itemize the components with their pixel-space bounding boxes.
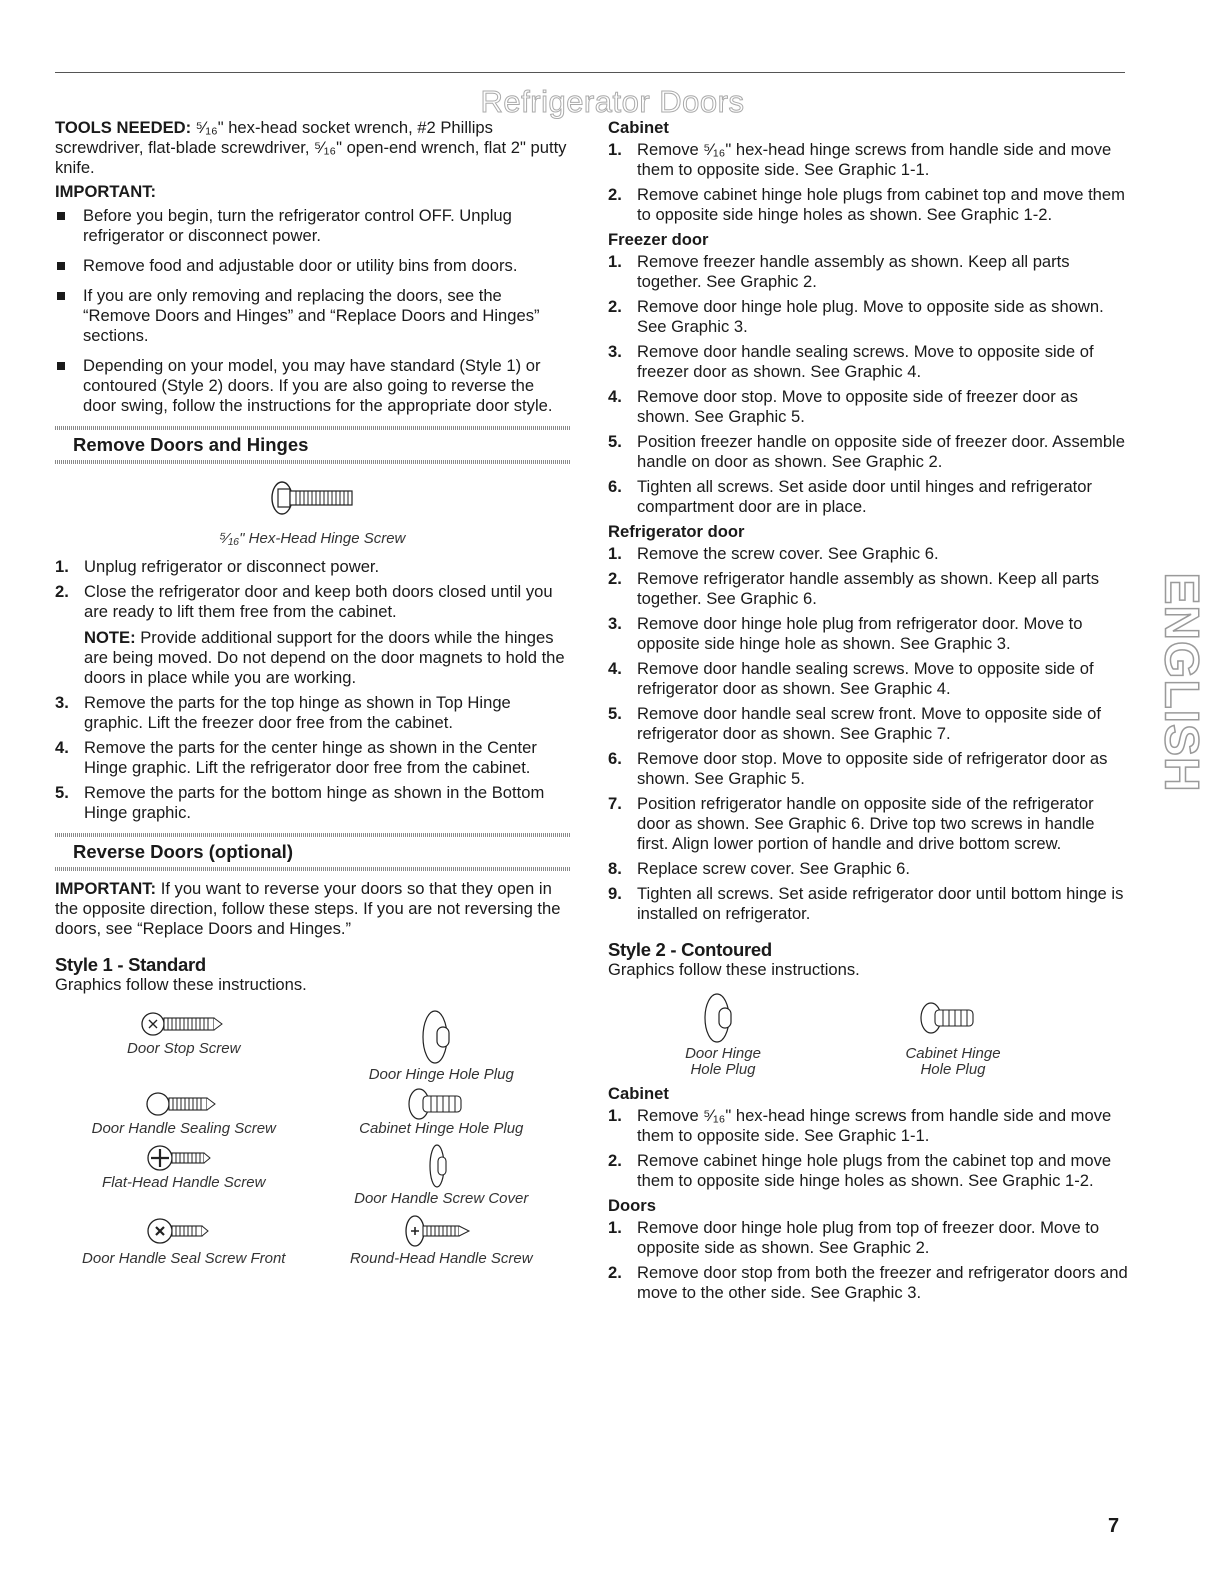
reverse-important-label: IMPORTANT: <box>55 879 157 898</box>
door-hinge-hole-plug-icon <box>693 990 753 1046</box>
step-number: 1. <box>55 557 69 576</box>
part-caption: Door Handle Sealing Screw <box>91 1120 276 1137</box>
style1-subtext: Graphics follow these instructions. <box>55 975 307 994</box>
step-number: 2. <box>608 185 622 204</box>
step-number: 4. <box>55 738 69 757</box>
step-number: 8. <box>608 859 622 878</box>
list-item <box>608 1151 1128 1191</box>
style2-subtext: Graphics follow these instructions. <box>608 960 860 979</box>
round-head-handle-screw-icon <box>401 1211 481 1251</box>
tools-text: ⁵⁄₁₆" hex-head socket wrench, #2 Phillips screwdriver, flat-blade screwdriver, ⁵⁄₁₆" open-end wrench, flat 2" putty knife. <box>55 118 567 177</box>
list-item <box>55 738 570 778</box>
reverse-important <box>55 879 570 939</box>
part-caption: Cabinet Hinge <box>905 1045 1001 1062</box>
step-number: 1. <box>608 1106 622 1125</box>
step-text: Remove the screw cover. See Graphic 6. <box>637 544 939 563</box>
note-label: NOTE: <box>84 628 136 647</box>
part-door-hinge-hole-plug-2 <box>608 990 838 1078</box>
list-item <box>608 749 1128 789</box>
step-number: 1. <box>608 1218 622 1237</box>
door-handle-seal-screw-front-icon <box>144 1211 224 1251</box>
style2-cabinet-steps <box>608 1106 1128 1191</box>
page-number: 7 <box>1108 1515 1120 1537</box>
list-item <box>55 557 570 577</box>
step-number: 3. <box>55 693 69 712</box>
step-text: Tighten all screws. Set aside door until hinges and refrigerator compartment door are in place. <box>637 477 1093 516</box>
list-item: If you are only removing and replacing the doors, see the “Remove Doors and Hinges” and “Replace Doors and Hinges” sections. <box>55 286 570 346</box>
step-number: 5. <box>608 432 622 451</box>
important-bullets <box>55 206 570 416</box>
step-text: Remove door hinge hole plug. Move to opposite side as shown. See Graphic 3. <box>637 297 1104 336</box>
hex-hinge-screw-figure <box>55 478 570 549</box>
step-number: 5. <box>608 704 622 723</box>
style2-cabinet-heading: Cabinet <box>608 1084 669 1103</box>
step-number: 2. <box>608 1263 622 1282</box>
style1-heading: Style 1 - Standard <box>55 954 206 975</box>
part-caption: Door Handle Screw Cover <box>354 1190 529 1207</box>
list-item <box>55 783 570 823</box>
step-number: 3. <box>608 342 622 361</box>
cabinet-hinge-hole-plug-icon <box>913 990 993 1046</box>
style1-cabinet-heading: Cabinet <box>608 118 669 137</box>
step-number: 9. <box>608 884 622 903</box>
step-number: 1. <box>608 544 622 563</box>
part-round-head-handle-screw <box>313 1211 571 1267</box>
flat-head-handle-screw-icon <box>144 1141 224 1175</box>
list-item <box>608 342 1128 382</box>
step-number: 5. <box>55 783 69 802</box>
part-cabinet-hinge-hole-plug-2 <box>838 990 1068 1078</box>
list-item <box>608 614 1128 654</box>
reverse-important-text: If you want to reverse your doors so that they open in the opposite direction, follow these steps. If you are not reversing the doors, see “Replace Doors and Hinges.” <box>55 879 561 938</box>
step-number: 2. <box>608 1151 622 1170</box>
step-text: Unplug refrigerator or disconnect power. <box>84 557 380 576</box>
list-item: Before you begin, turn the refrigerator control OFF. Unplug refrigerator or disconnect power. <box>55 206 570 246</box>
step-number: 4. <box>608 387 622 406</box>
part-caption: Cabinet Hinge Hole Plug <box>359 1120 524 1137</box>
list-item <box>608 477 1128 517</box>
step-text: Position freezer handle on opposite side of freezer door. Assemble handle on door as shown. See Graphic 2. <box>637 432 1125 471</box>
list-item <box>608 884 1128 924</box>
page-title: Refrigerator Doors <box>480 84 745 119</box>
hex-head-screw-icon <box>268 478 358 518</box>
step-text: Replace screw cover. See Graphic 6. <box>637 859 911 878</box>
step-text: Close the refrigerator door and keep both doors closed until you are ready to lift them free from the cabinet. <box>84 582 553 621</box>
step-text: Remove ⁵⁄₁₆" hex-head hinge screws from handle side and move them to opposite side. See Graphic 1-1. <box>637 140 1112 179</box>
step-number: 3. <box>608 614 622 633</box>
important-heading: IMPORTANT: <box>55 182 157 201</box>
step-number: 4. <box>608 659 622 678</box>
note-text: Provide additional support for the doors while the hinges are being moved. Do not depend on the door magnets to hold the doors in place while you are working. <box>84 628 565 687</box>
list-item <box>608 704 1128 744</box>
hinge-screw-caption: ⁵⁄₁₆" Hex-Head Hinge Screw <box>219 530 406 547</box>
list-item <box>55 582 570 688</box>
part-door-handle-seal-screw-front <box>55 1211 313 1267</box>
part-door-handle-screw-cover <box>313 1141 571 1207</box>
step-text: Remove the parts for the top hinge as shown in Top Hinge graphic. Lift the freezer door free from the cabinet. <box>84 693 511 732</box>
step-number: 7. <box>608 794 622 813</box>
step-text: Remove door stop. Move to opposite side of refrigerator door as shown. See Graphic 5. <box>637 749 1108 788</box>
list-item <box>608 659 1128 699</box>
part-door-stop-screw <box>55 1007 313 1083</box>
part-cabinet-hinge-hole-plug <box>313 1087 571 1137</box>
list-item <box>608 569 1128 609</box>
door-handle-sealing-screw-icon <box>144 1087 224 1121</box>
freezer-door-heading: Freezer door <box>608 230 709 249</box>
step-text: Remove door stop from both the freezer and refrigerator doors and move to the other side. See Graphic 3. <box>637 1263 1128 1302</box>
top-rule <box>55 72 1125 73</box>
step-text: Remove door stop. Move to opposite side of freezer door as shown. See Graphic 5. <box>637 387 1078 426</box>
remove-steps <box>55 557 570 823</box>
part-caption: Door Stop Screw <box>127 1040 241 1057</box>
step-text: Remove door handle seal screw front. Move to opposite side of refrigerator door as shown. See Graphic 7. <box>637 704 1101 743</box>
style1-cabinet-steps <box>608 140 1128 225</box>
style2-doors-steps <box>608 1218 1128 1303</box>
cabinet-hinge-hole-plug-icon <box>401 1087 481 1121</box>
language-tab <box>1150 572 1212 793</box>
list-item <box>608 1106 1128 1146</box>
step-number: 2. <box>608 297 622 316</box>
list-item <box>55 693 570 733</box>
list-item <box>608 1218 1128 1258</box>
step-number: 6. <box>608 749 622 768</box>
part-door-hinge-hole-plug <box>313 1007 571 1083</box>
step-number: 1. <box>608 252 622 271</box>
refrigerator-door-heading: Refrigerator door <box>608 522 745 541</box>
step-text: Remove door hinge hole plug from refrigerator door. Move to opposite side hinge hole as shown. See Graphic 3. <box>637 614 1083 653</box>
step-text: Remove the parts for the bottom hinge as shown in the Bottom Hinge graphic. <box>84 783 545 822</box>
door-stop-screw-icon <box>139 1007 229 1041</box>
part-caption: Door Hinge <box>685 1045 761 1062</box>
step-number: 2. <box>55 582 69 601</box>
step-text: Remove the parts for the center hinge as shown in the Center Hinge graphic. Lift the refrigerator door free from the cabinet. <box>84 738 537 777</box>
list-item <box>608 1263 1128 1303</box>
reverse-section-heading: Reverse Doors (optional) <box>55 833 570 871</box>
step-text: Remove cabinet hinge hole plugs from cabinet top and move them to opposite side hinge holes as shown. See Graphic 1-2. <box>637 185 1125 224</box>
list-item <box>608 185 1128 225</box>
step-text: Remove freezer handle assembly as shown. Keep all parts together. See Graphic 2. <box>637 252 1070 291</box>
part-caption: Hole Plug <box>920 1061 986 1078</box>
step-text: Remove door hinge hole plug from top of freezer door. Move to opposite side as shown. See Graphic 2. <box>637 1218 1100 1257</box>
list-item <box>608 297 1128 337</box>
part-flat-head-handle-screw <box>55 1141 313 1207</box>
part-caption: Flat-Head Handle Screw <box>102 1174 266 1191</box>
step-number: 2. <box>608 569 622 588</box>
step-text: Remove door handle sealing screws. Move to opposite side of freezer door as shown. See Graphic 4. <box>637 342 1094 381</box>
style2-heading: Style 2 - Contoured <box>608 939 772 960</box>
part-caption: Hole Plug <box>690 1061 756 1078</box>
part-door-handle-sealing-screw <box>55 1087 313 1137</box>
language-tab-label: ENGLISH <box>1154 572 1208 793</box>
list-item <box>608 794 1128 854</box>
step-text: Remove cabinet hinge hole plugs from the cabinet top and move them to opposite side hinge holes as shown. See Graphic 1-2. <box>637 1151 1112 1190</box>
part-caption: Door Hinge Hole Plug <box>368 1066 514 1083</box>
list-item <box>608 252 1128 292</box>
list-item <box>608 140 1128 180</box>
left-column <box>55 118 570 1267</box>
step-text: Position refrigerator handle on opposite side of the refrigerator door as shown. See Graphic 6. Drive top two screws in handle first. Align lower portion of handle and drive bottom screw. <box>637 794 1095 853</box>
step-text: Remove refrigerator handle assembly as shown. Keep all parts together. See Graphic 6. <box>637 569 1100 608</box>
freezer-door-steps <box>608 252 1128 517</box>
step-text: Tighten all screws. Set aside refrigerator door until bottom hinge is installed on refrigerator. <box>637 884 1124 923</box>
tools-label: TOOLS NEEDED: <box>55 118 192 137</box>
style1-parts-grid <box>55 1007 570 1267</box>
list-item <box>608 432 1128 472</box>
tools-needed <box>55 118 570 178</box>
step-text: Remove ⁵⁄₁₆" hex-head hinge screws from handle side and move them to opposite side. See Graphic 1-1. <box>637 1106 1112 1145</box>
door-hinge-hole-plug-icon <box>411 1007 471 1067</box>
style2-doors-heading: Doors <box>608 1196 656 1215</box>
part-caption: Door Handle Seal Screw Front <box>82 1250 286 1267</box>
list-item: Remove food and adjustable door or utility bins from doors. <box>55 256 570 276</box>
right-column <box>608 118 1128 1308</box>
part-caption: Round-Head Handle Screw <box>349 1250 533 1267</box>
door-handle-screw-cover-icon <box>421 1141 461 1191</box>
list-item: Depending on your model, you may have standard (Style 1) or contoured (Style 2) doors. If you are also going to reverse the door swing, follow the instructions for the appropriate door style. <box>55 356 570 416</box>
refrigerator-door-steps <box>608 544 1128 924</box>
list-item <box>608 859 1128 879</box>
style2-parts <box>608 990 1068 1078</box>
note <box>84 628 570 688</box>
list-item <box>608 387 1128 427</box>
list-item <box>608 544 1128 564</box>
step-number: 6. <box>608 477 622 496</box>
step-number: 1. <box>608 140 622 159</box>
remove-section-heading: Remove Doors and Hinges <box>55 426 570 464</box>
step-text: Remove door handle sealing screws. Move to opposite side of refrigerator door as shown. See Graphic 4. <box>637 659 1094 698</box>
